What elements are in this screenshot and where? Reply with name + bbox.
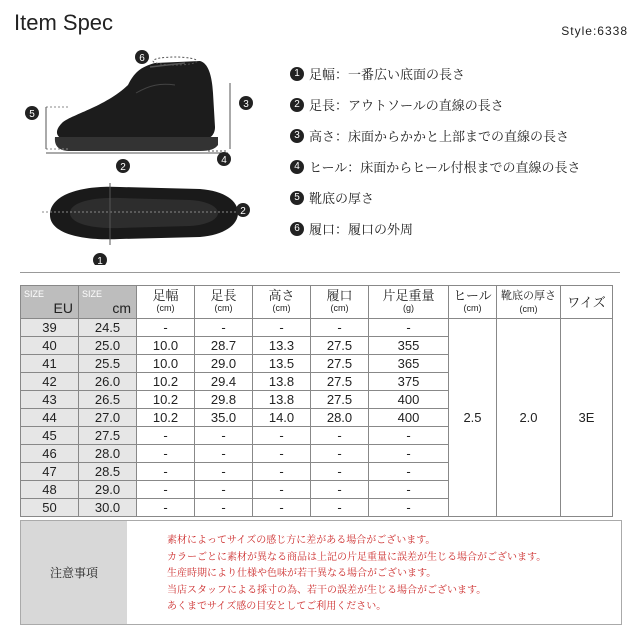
table-cell: 27.5: [311, 337, 369, 355]
shoe-diagram: [10, 45, 280, 265]
notice-line: 素材によってサイズの感じ方に差がある場合がございます。: [167, 535, 436, 546]
table-cell: 50: [21, 499, 79, 517]
header-height: 高さ (cm): [253, 286, 311, 319]
spec-item: 3 高さ：床面からかかと上部までの直線の長さ: [290, 120, 635, 151]
table-cell: -: [369, 319, 449, 337]
table-cell: -: [137, 319, 195, 337]
notice-line: あくまでサイズ感の目安としてご利用ください。: [167, 601, 387, 612]
header-cm: SIZE cm: [79, 286, 137, 319]
table-cell: 27.5: [311, 355, 369, 373]
table-cell: 14.0: [253, 409, 311, 427]
table-cell: 44: [21, 409, 79, 427]
spec-item: 5 靴底の厚さ: [290, 182, 635, 213]
table-cell: -: [137, 427, 195, 445]
marker-5: 5: [29, 109, 35, 120]
marker-3: 3: [243, 99, 249, 110]
table-cell: 10.2: [137, 391, 195, 409]
table-cell: 29.0: [195, 355, 253, 373]
table-cell: -: [253, 463, 311, 481]
header-wise: ワイズ: [561, 286, 613, 319]
table-cell: -: [253, 481, 311, 499]
table-cell: -: [195, 319, 253, 337]
table-cell: 30.0: [79, 499, 137, 517]
table-cell: 13.5: [253, 355, 311, 373]
table-cell: 27.5: [79, 427, 137, 445]
table-cell: 27.5: [311, 373, 369, 391]
table-cell: 375: [369, 373, 449, 391]
table-cell: -: [195, 445, 253, 463]
table-cell: 35.0: [195, 409, 253, 427]
table-cell: -: [369, 463, 449, 481]
marker-6: 6: [139, 53, 145, 64]
table-cell: -: [311, 319, 369, 337]
table-cell: 29.8: [195, 391, 253, 409]
table-cell: -: [369, 445, 449, 463]
table-cell: 39: [21, 319, 79, 337]
header-length: 足長 (cm): [195, 286, 253, 319]
header-opening: 履口 (cm): [311, 286, 369, 319]
table-cell-sole: 2.0: [497, 319, 561, 517]
table-cell: 28.0: [311, 409, 369, 427]
boot-side-view: [55, 61, 218, 151]
table-cell: -: [369, 481, 449, 499]
table-cell: -: [137, 481, 195, 499]
table-cell: -: [253, 499, 311, 517]
table-cell: -: [137, 445, 195, 463]
table-cell: 28.7: [195, 337, 253, 355]
marker-1: 1: [97, 256, 103, 265]
notice-body: [127, 521, 546, 624]
marker-4: 4: [221, 155, 227, 166]
table-cell: 10.0: [137, 337, 195, 355]
table-cell: -: [137, 499, 195, 517]
notice-line: 生産時期により仕様や色味が若干異なる場合がございます。: [167, 568, 437, 579]
spec-item: 2 足長：アウトソールの直線の長さ: [290, 89, 635, 120]
table-cell: 26.5: [79, 391, 137, 409]
table-cell: 25.5: [79, 355, 137, 373]
table-cell: 40: [21, 337, 79, 355]
table-cell: 28.5: [79, 463, 137, 481]
header-sole: 靴底の厚さ (cm): [497, 286, 561, 319]
table-cell: 45: [21, 427, 79, 445]
table-cell: -: [311, 463, 369, 481]
header-heel: ヒール (cm): [449, 286, 497, 319]
spec-item: 1 足幅：一番広い底面の長さ: [290, 58, 635, 89]
table-cell: 10.2: [137, 409, 195, 427]
table-cell: 10.2: [137, 373, 195, 391]
table-cell: -: [311, 499, 369, 517]
table-cell-heel: 2.5: [449, 319, 497, 517]
table-cell: 10.0: [137, 355, 195, 373]
table-cell: 26.0: [79, 373, 137, 391]
table-cell: 27.5: [311, 391, 369, 409]
table-cell: 48: [21, 481, 79, 499]
notice-line: カラーごとに素材が異なる商品は上記の片足重量に誤差が生じる場合がございます。: [167, 551, 547, 563]
table-cell: 41: [21, 355, 79, 373]
table-cell: -: [195, 481, 253, 499]
table-cell: 43: [21, 391, 79, 409]
table-cell: -: [137, 463, 195, 481]
table-cell: -: [311, 427, 369, 445]
notice-label: 注意事項: [21, 521, 127, 624]
table-cell: 24.5: [79, 319, 137, 337]
notice-box: [20, 520, 622, 625]
table-cell: -: [311, 481, 369, 499]
spec-item: 6 履口：履口の外周: [290, 213, 635, 244]
table-cell: -: [253, 319, 311, 337]
table-cell: 47: [21, 463, 79, 481]
table-cell: 13.8: [253, 391, 311, 409]
table-cell: -: [195, 427, 253, 445]
table-cell: 400: [369, 409, 449, 427]
table-cell: 400: [369, 391, 449, 409]
notice-line: 当店スタッフによる採寸の為、若干の誤差が生じる場合がございます。: [167, 584, 487, 596]
spec-item: 4 ヒール：床面からヒール付根までの直線の長さ: [290, 151, 635, 182]
table-cell: 46: [21, 445, 79, 463]
table-cell: -: [253, 427, 311, 445]
spec-list: [290, 58, 635, 244]
page-title: Item Spec: [14, 10, 114, 35]
table-cell: -: [195, 499, 253, 517]
table-cell: 25.0: [79, 337, 137, 355]
marker-2b: 2: [240, 206, 246, 217]
table-cell: 29.4: [195, 373, 253, 391]
sole-bottom-view: [50, 187, 238, 240]
table-cell: -: [253, 445, 311, 463]
divider: [20, 272, 620, 273]
style-code: Style:6338: [561, 24, 628, 38]
table-cell: -: [311, 445, 369, 463]
marker-2: 2: [120, 162, 126, 173]
table-row: [21, 319, 613, 337]
size-table: [20, 285, 613, 517]
header-weight: 片足重量 (g): [369, 286, 449, 319]
table-cell: 28.0: [79, 445, 137, 463]
table-cell: 13.3: [253, 337, 311, 355]
table-cell-width: 3E: [561, 319, 613, 517]
table-cell: 29.0: [79, 481, 137, 499]
table-cell: 27.0: [79, 409, 137, 427]
table-cell: -: [195, 463, 253, 481]
table-cell: 355: [369, 337, 449, 355]
header-width: 足幅 (cm): [137, 286, 195, 319]
table-cell: 365: [369, 355, 449, 373]
table-cell: -: [369, 427, 449, 445]
header-eu: SIZE EU: [21, 286, 79, 319]
table-cell: -: [369, 499, 449, 517]
table-cell: 13.8: [253, 373, 311, 391]
table-cell: 42: [21, 373, 79, 391]
